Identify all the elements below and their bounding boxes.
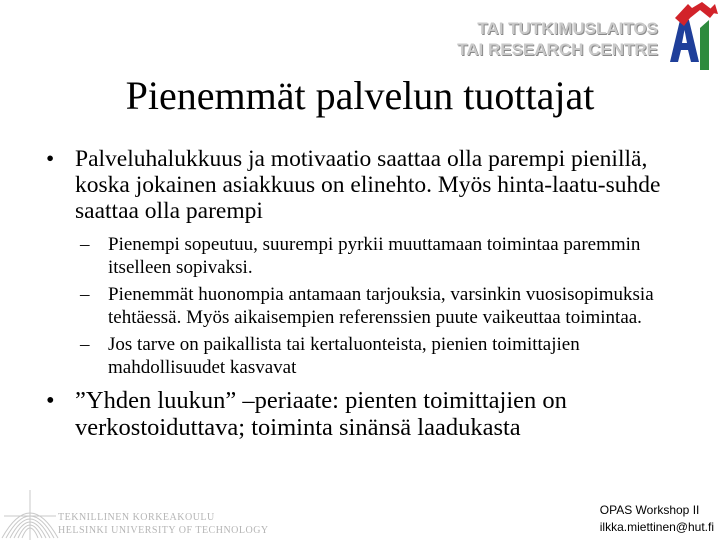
sub-bullet-item (0, 333, 720, 379)
slide-body (0, 146, 720, 441)
header-organization (457, 18, 658, 60)
event-name: OPAS Workshop II (599, 503, 700, 517)
dash-mark: – (80, 284, 90, 305)
org-name-english: TAI RESEARCH CENTRE (457, 40, 658, 59)
university-name-english: HELSINKI UNIVERSITY OF TECHNOLOGY (58, 525, 269, 536)
footer-university (58, 511, 269, 537)
author-email[interactable]: ilkka.miettinen@hut.fi (599, 520, 714, 534)
dash-mark: – (80, 334, 90, 355)
slide-title: Pienemmät palvelun tuottajat (125, 73, 595, 118)
dash-mark: – (80, 234, 90, 255)
org-name-finnish: TAI TUTKIMUSLAITOS (477, 19, 658, 38)
sub-bullet-text: Pienempi sopeutuu, suurempi pyrkii muuttamaan toimintaa paremmin itselleen sopivaksi. (108, 234, 641, 278)
bullet-item (0, 146, 720, 224)
bullet-text: ”Yhden luukun” –periaate: pienten toimittajien on verkostoiduttava; toiminta sinänsä laadukasta (75, 387, 567, 441)
tai-logo-icon (660, 0, 720, 75)
sub-bullet-item (0, 233, 720, 279)
bullet-mark: • (46, 146, 55, 172)
sub-bullet-list (0, 233, 720, 379)
bullet-text: Palveluhalukkuus ja motivaatio saattaa olla parempi pienillä, koska jokainen asiakkuus on elinehto. Myös hinta-laatu-suhde saattaa olla parempi (75, 146, 661, 224)
sub-bullet-text: Jos tarve on paikallista tai kertaluonteista, pienien toimittajien mahdollisuudet kasvavat (108, 334, 580, 378)
bullet-mark: • (46, 387, 55, 414)
sub-bullet-text: Pienemmät huonompia antamaan tarjouksia, varsinkin vuosisopimuksia tehtäessä. Myös aikaisempien referenssien puute vaikeuttaa toimintaa. (108, 284, 654, 328)
hut-logo-icon (0, 468, 60, 540)
sub-bullet-item (0, 283, 720, 329)
bullet-item (0, 387, 720, 441)
footer-info (600, 502, 714, 536)
university-name-finnish: TEKNILLINEN KORKEAKOULU (58, 512, 215, 523)
